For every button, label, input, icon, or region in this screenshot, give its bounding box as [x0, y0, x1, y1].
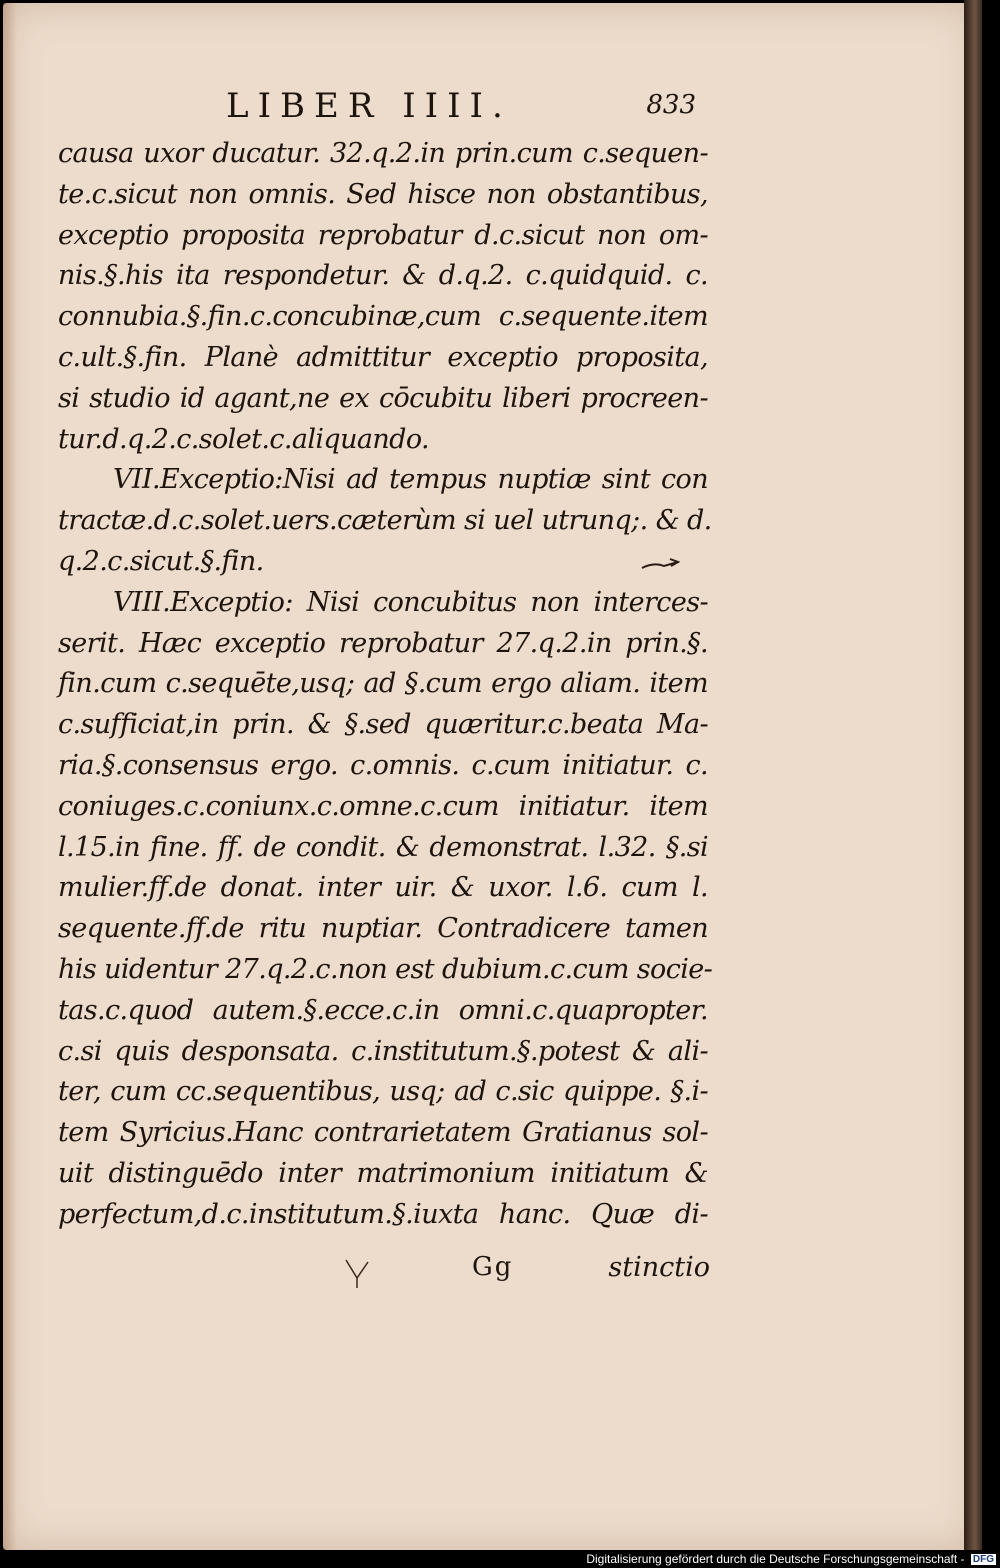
text-line-7: si studio id agant,ne ex cōcubitu liberi procreen-	[58, 382, 708, 414]
text-line-26: uit distinguēdo inter matrimonium initiatum &	[58, 1157, 708, 1189]
book-edge	[964, 0, 982, 1550]
text-line-23: c.si quis desponsata. c.institutum.§.potest & ali-	[58, 1035, 708, 1067]
text-line-5: connubia.§.fin.c.concubinæ,cum c.sequente.item	[58, 301, 708, 333]
text-line-8: tur.d.q.2.c.solet.c.aliquando.	[58, 423, 429, 455]
text-line-16: ria.§.consensus ergo. c.omnis. c.cum initiatur. c.	[58, 749, 708, 781]
ink-mark-icon	[342, 1256, 372, 1292]
page-number: 833	[646, 90, 696, 120]
text-line-14: fin.cum c.sequēte,usq; ad §.cum ergo aliam. item	[58, 668, 708, 700]
page-footer	[470, 1252, 710, 1296]
text-line-6: c.ult.§.fin. Planè admittitur exceptio proposita,	[58, 341, 708, 373]
text-line-11: q.2.c.sicut.§.fin.	[58, 545, 264, 577]
text-line-10: tractæ.d.c.solet.uers.cæterùm si uel utrunq;. & d.	[58, 505, 712, 537]
text-line-27: perfectum,d.c.institutum.§.iuxta hanc. Quæ di-	[58, 1198, 708, 1230]
catchword: stinctio	[608, 1252, 710, 1283]
text-line-17: coniuges.c.coniunx.c.omne.c.cum initiatur. item	[58, 790, 708, 822]
text-line-12: VIII.Exceptio: Nisi concubitus non interces-	[113, 586, 708, 618]
text-line-21: his uidentur 27.q.2.c.non est dubium.c.cum socie-	[58, 953, 713, 985]
text-line-22: tas.c.quod autem.§.ecce.c.in omni.c.quapropter.	[58, 994, 708, 1026]
text-line-9: VII.Exceptio:Nisi ad tempus nuptiæ sint con	[113, 464, 708, 496]
text-line-25: tem Syricius.Hanc contrarietatem Gratianus sol-	[58, 1117, 708, 1149]
text-line-20: sequente.ff.de ritu nuptiar. Contradicere tamen	[58, 913, 708, 945]
page-header	[226, 86, 696, 134]
text-line-13: serit. Hæc exceptio reprobatur 27.q.2.in prin.§.	[58, 627, 708, 659]
text-line-19: mulier.ff.de donat. inter uir. & uxor. l.6. cum l.	[58, 872, 708, 904]
text-line-1: causa uxor ducatur. 32.q.2.in prin.cum c.sequen-	[58, 138, 708, 169]
text-line-18: l.15.in fine. ff. de condit. & demonstrat. l.32. §.si	[58, 831, 708, 863]
digitization-credit	[586, 1552, 996, 1566]
signature-mark: Gg	[472, 1252, 514, 1282]
text-line-3: exceptio proposita reprobatur d.c.sicut non om-	[58, 219, 708, 251]
dfg-logo-icon: DFG	[972, 1554, 994, 1566]
text-line-2: te.c.sicut non omnis. Sed hisce non obstantibus,	[58, 178, 708, 210]
page-gutter-shadow	[3, 3, 17, 1550]
body-text	[58, 134, 713, 1236]
running-head: LIBER IIII.	[226, 86, 512, 126]
text-line-24: ter, cum cc.sequentibus, usq; ad c.sic quippe. §.i-	[58, 1076, 708, 1108]
digitization-credit-text: Digitalisierung gefördert durch die Deutsche Forschungsgemeinschaft -	[586, 1552, 965, 1566]
text-line-4: nis.§.his ita respondetur. & d.q.2. c.quidquid. c.	[58, 260, 708, 292]
text-line-15: c.sufficiat,in prin. & §.sed quæritur.c.beata Ma-	[58, 709, 708, 741]
